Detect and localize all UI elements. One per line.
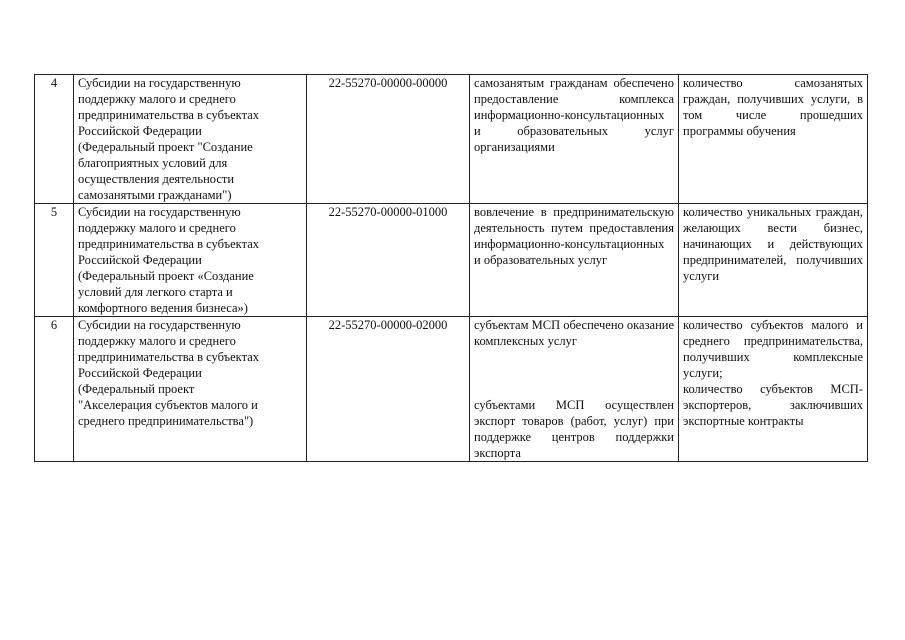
subsidy-table <box>34 74 868 462</box>
row-number: 4 <box>35 75 74 204</box>
subsidy-code: 22-55270-00000-02000 <box>307 317 470 462</box>
cell-gap <box>474 349 674 397</box>
subsidy-result <box>470 317 679 462</box>
subsidy-name: Субсидии на государственную поддержку малого и среднего предпринимательства в субъектах Российской Федерации (Федеральный проект "Акселерация субъектов малого и среднего предпринимательства") <box>74 317 307 462</box>
result-indicator: количество уникальных граждан, желающих вести бизнес, начинающих и действующих предпринимателей, получивших услуги <box>679 204 868 317</box>
row-number: 6 <box>35 317 74 462</box>
subsidy-name: Субсидии на государственную поддержку малого и среднего предпринимательства в субъектах Российской Федерации (Федеральный проект «Создание условий для легкого старта и комфортного ведения бизнеса») <box>74 204 307 317</box>
result-indicator: количество субъектов малого и среднего предпринимательства, получивших комплексные услуги; количество субъектов МСП-экспортеров, заключивших экспортные контракты <box>679 317 868 462</box>
table-row <box>35 204 868 317</box>
table-row <box>35 317 868 462</box>
subsidy-result: самозанятым гражданам обеспечено предоставление комплекса информационно-консультационных и образовательных услуг организациями <box>470 75 679 204</box>
subsidy-name: Субсидии на государственную поддержку малого и среднего предпринимательства в субъектах Российской Федерации (Федеральный проект "Создание благоприятных условий для осуществления деятельности самозанятыми гражданами") <box>74 75 307 204</box>
subsidy-code: 22-55270-00000-01000 <box>307 204 470 317</box>
row-number: 5 <box>35 204 74 317</box>
subsidy-code: 22-55270-00000-00000 <box>307 75 470 204</box>
subsidy-result-1: субъектам МСП обеспечено оказание комплексных услуг <box>474 318 675 348</box>
subsidy-result-2: субъектами МСП осуществлен экспорт товаров (работ, услуг) при поддержке центров поддержки экспорта <box>474 398 674 460</box>
subsidy-result: вовлечение в предпринимательскую деятельность путем предоставления информационно-консультационных и образовательных услуг <box>470 204 679 317</box>
result-indicator: количество самозанятых граждан, получивших услуги, в том числе прошедших программы обучения <box>679 75 868 204</box>
table-row <box>35 75 868 204</box>
